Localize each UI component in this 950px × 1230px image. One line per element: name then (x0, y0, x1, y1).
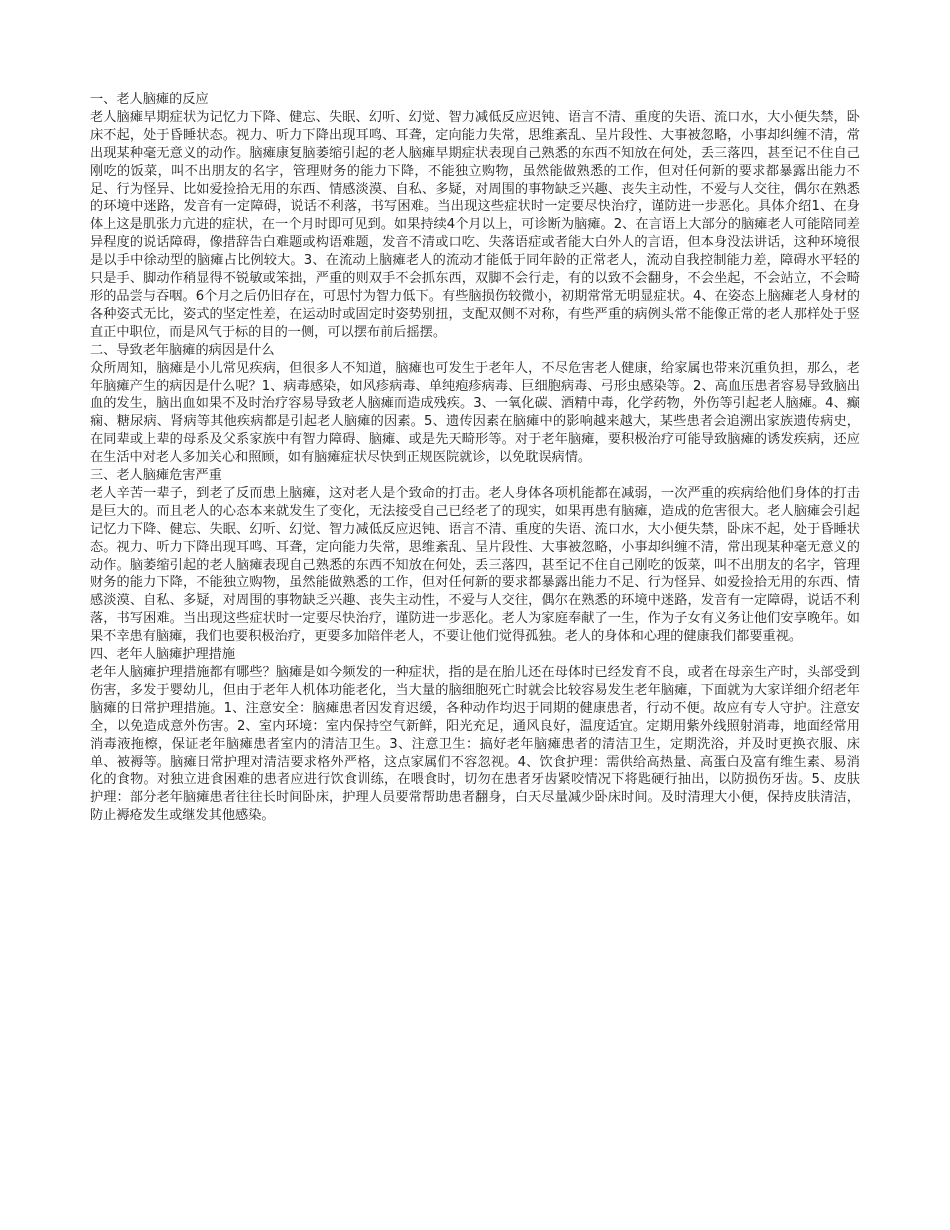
section-body-1: 老人脑瘫早期症状为记忆力下降、健忘、失眠、幻听、幻觉、智力减低反应迟钝、语言不清、重度的失语、流口水，大小便失禁，卧床不起，处于昏睡状态。视力、听力下降出现耳鸣、耳聋，定向能力失常，思维紊乱、呈片段性、大事被忽略，小事却纠缠不清，常出现某种毫无意义的动作。脑瘫康复脑萎缩引起的老人脑瘫早期症状表现自己熟悉的东西不知放在何处，丢三落四，甚至记不住自己刚吃的饭菜，叫不出朋友的名字，管理财务的能力下降，不能独立购物，虽然能做熟悉的工作，但对任何新的要求都暴露出能力不足、行为怪异、比如爱捡拾无用的东西、情感淡漠、自私、多疑，对周围的事物缺乏兴趣、丧失主动性，不爱与人交往，偶尔在熟悉的环境中迷路，发音有一定障碍，说话不利落，书写困难。当出现这些症状时一定要尽快治疗，谨防进一步恶化。具体介绍1、在身体上这是肌张力亢进的症状，在一个月时即可见到。如果持续4个月以上，可诊断为脑瘫。2、在言语上大部分的脑瘫老人可能陪同差异程度的说话障碍，像措辞告白难题或构语难题，发音不清或口吃、失落语症或者能大白外人的言语，但本身没法讲话，这种环境很是以手中徐动型的脑瘫占比例较大。3、在流动上脑瘫老人的流动才能低于同年龄的正常老人，流动自我控制能力差，障碍水平轻的只是手、脚动作稍显得不锐敏或笨拙，严重的则双手不会抓东西，双脚不会行走，有的以致不会翻身，不会坐起，不会站立，不会畸形的品尝与吞咽。6个月之后仍旧存在，可思忖为智力低下。有些脑损伤较微小，初期常常无明显症状。4、在姿态上脑瘫老人身材的各种姿式无比，姿式的坚定性差，在运动时或固定时姿势别扭，支配双侧不对称，有些严重的病例头常不能像正常的老人那样处于竖直正中职位，而是风气于标的目的一侧，可以摆布前后摇摆。 (90, 109, 860, 340)
section-body-2: 众所周知，脑瘫是小儿常见疾病，但很多人不知道，脑瘫也可发生于老年人，不尽危害老人健康，给家属也带来沉重负担，那么，老年脑瘫产生的病因是什么呢？1、病毒感染，如风疹病毒、单纯疱疹病毒、巨细胞病毒、弓形虫感染等。2、高血压患者容易导致脑出血的发生，脑出血如果不及时治疗容易导致老人脑瘫而造成残疾。3、一氧化碳、酒精中毒，化学药物，外伤等引起老人脑瘫。4、癫痫、糖尿病、肾病等其他疾病都是引起老人脑瘫的因素。5、遗传因素在脑瘫中的影响越来越大，某些患者会追溯出家族遗传病史，在同辈或上辈的母系及父系家族中有智力障碍、脑瘫、或是先天畸形等。对于老年脑瘫，要积极治疗可能导致脑瘫的诱发疾病，还应在生活中对老人多加关心和照顾，如有脑瘫症状尽快到正规医院就诊，以免耽误病情。 (90, 360, 860, 466)
section-heading-4: 四、老年人脑瘫护理措施 (90, 647, 236, 663)
section-heading-1: 一、老人脑瘫的反应 (90, 92, 209, 107)
section-body-3: 老人辛苦一辈子，到老了反而患上脑瘫，这对老人是个致命的打击。老人身体各项机能都在减弱，一次严重的疾病给他们身体的打击是巨大的。而且老人的心态本来就发生了变化，无法接受自己已经老了的现实，如果再患有脑瘫，造成的危害很大。老人脑瘫会引起记忆力下降、健忘、失眠、幻听、幻觉、智力减低反应迟钝、语言不清、重度的失语、流口水，大小便失禁，卧床不起，处于昏睡状态。视力、听力下降出现耳鸣、耳聋，定向能力失常，思维紊乱、呈片段性、大事被忽略，小事却纠缠不清，常出现某种毫无意义的动作。脑萎缩引起的老人脑瘫表现自己熟悉的东西不知放在何处，丢三落四，甚至记不住自己刚吃的饭菜，叫不出朋友的名字，管理财务的能力下降，不能独立购物，虽然能做熟悉的工作，但对任何新的要求都暴露出能力不足、行为怪异、如爱捡拾无用的东西、情感淡漠、自私、多疑，对周围的事物缺乏兴趣、丧失主动性，不爱与人交往，偶尔在熟悉的环境中迷路，发音有一定障碍，说话不利落，书写困难。当出现这些症状时一定要尽快治疗，谨防进一步恶化。老人为家庭奉献了一生，作为子女有义务让他们安享晚年。如果不幸患有脑瘫，我们也要积极治疗，更要多加陪伴老人，不要让他们觉得孤独。老人的身体和心理的健康我们都要重视。 (90, 485, 860, 645)
section-heading-3: 三、老人脑瘫危害严重 (90, 468, 222, 484)
section-body-4: 老年人脑瘫护理措施都有哪些？脑瘫是如今频发的一种症状，指的是在胎儿还在母体时已经发育不良，或者在母亲生产时，头部受到伤害，多发于婴幼儿，但由于老年人机体功能老化，当大量的脑细胞死亡时就会比较容易发生老年脑瘫，下面就为大家详细介绍老年脑瘫的日常护理措施。1、注意安全：脑瘫患者因发育迟缓，各种动作均迟于同期的健康患者，行动不便。故应有专人守护。注意安全，以免造成意外伤害。2、室内环境：室内保持空气新鲜，阳光充足，通风良好，温度适宜。定期用紫外线照射消毒，地面经常用消毒液拖檫，保证老年脑瘫患者室内的清洁卫生。3、注意卫生：搞好老年脑瘫患者的清洁卫生，定期洗浴，并及时更换衣服、床单、被褥等。脑瘫日常护理对清洁要求格外严格，这点家属们不容忽视。4、饮食护理：需供给高热量、高蛋白及富有维生素、易消化的食物。对独立进食困难的患者应进行饮食训练，在喂食时，切勿在患者牙齿紧咬情况下将匙硬行抽出，以防损伤牙齿。5、皮肤护理：部分老年脑瘫患者往往长时间卧床，护理人员要常帮助患者翻身，白天尽量减少卧床时间。及时清理大小便，保持皮肤清洁，防止褥疮发生或继发其他感染。 (90, 665, 860, 824)
document-page (90, 91, 860, 825)
section-heading-2: 二、导致老年脑瘫的病因是什么 (90, 342, 275, 358)
